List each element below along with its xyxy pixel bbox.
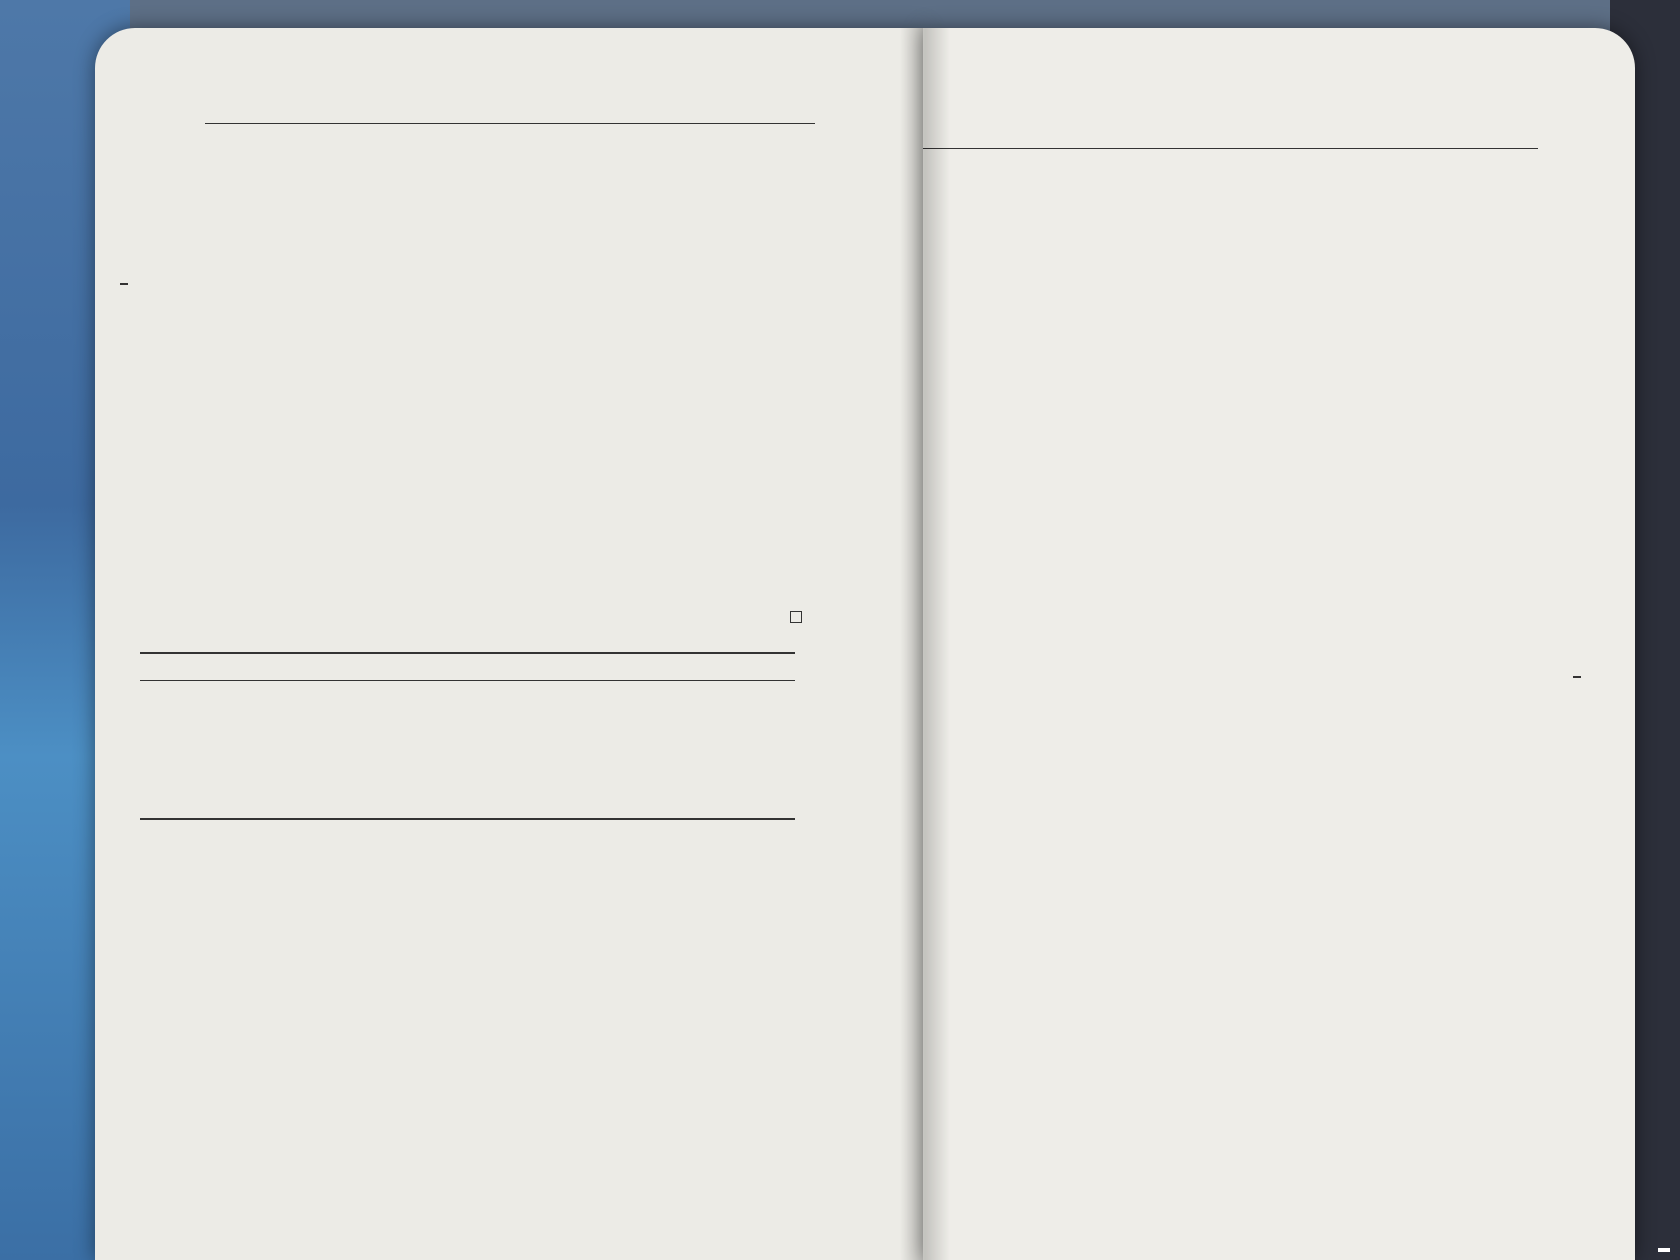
header-rule — [923, 148, 1538, 149]
watermark — [1658, 1248, 1670, 1252]
right-page — [923, 28, 1635, 1260]
left-page — [95, 28, 925, 1260]
table-bottom-rule — [140, 818, 795, 820]
margin-page-ref — [120, 283, 128, 285]
header-rule — [205, 123, 815, 124]
open-book — [95, 28, 1635, 1260]
table-top-rule — [140, 652, 795, 654]
margin-page-ref — [1573, 676, 1581, 678]
book-gutter — [900, 28, 950, 1260]
qed-box — [790, 608, 802, 627]
table-header-rule — [140, 680, 795, 681]
